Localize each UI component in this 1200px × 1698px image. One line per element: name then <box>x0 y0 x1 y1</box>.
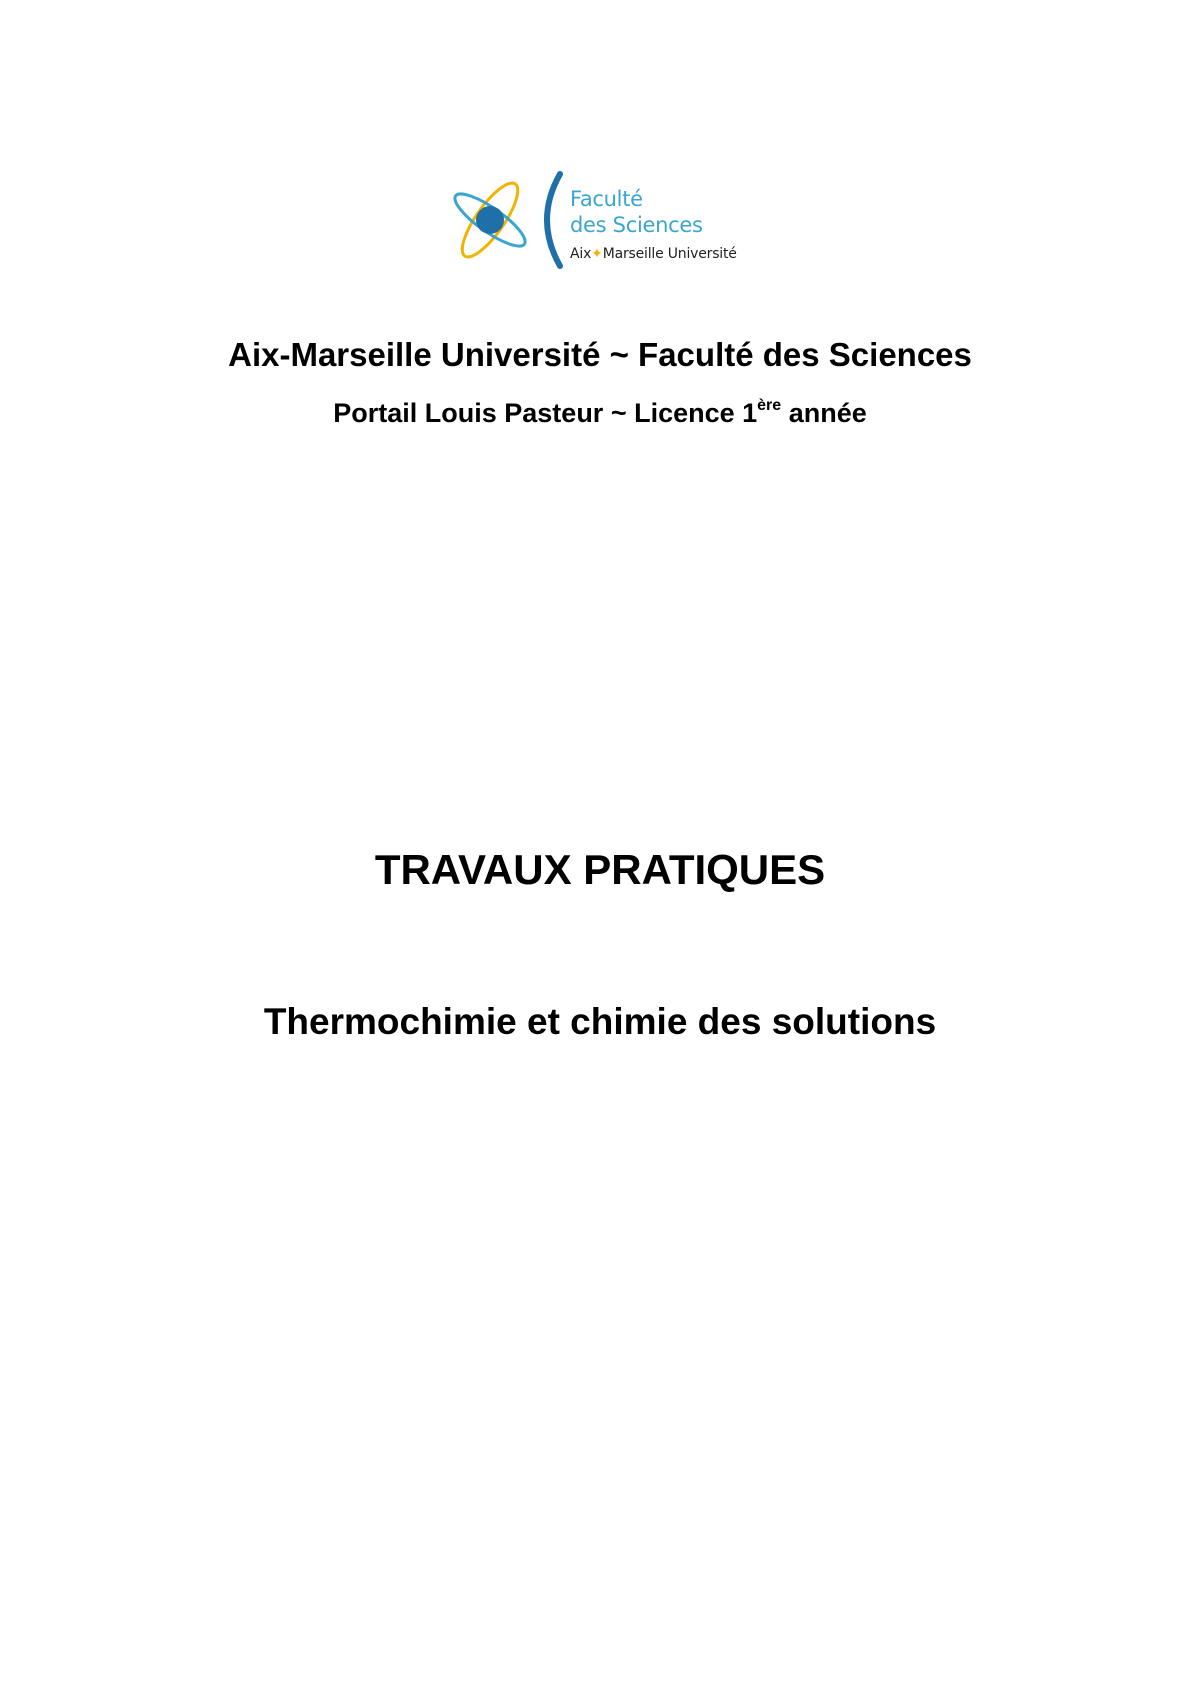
star-icon: ✦ <box>591 246 603 262</box>
logo-text <box>570 186 737 262</box>
logo-aix: Aix <box>570 246 592 262</box>
program-suffix: année <box>781 398 867 428</box>
document-subtitle: Thermochimie et chimie des solutions <box>263 1001 937 1042</box>
logo-marseille: Marseille Université <box>602 246 737 262</box>
program-superscript: ère <box>757 397 782 414</box>
logo-university <box>570 246 737 262</box>
program-prefix: Portail Louis Pasteur ~ Licence 1 <box>333 398 758 428</box>
atom-logo-icon <box>448 168 568 272</box>
logo-des-sciences: des Sciences <box>570 213 703 237</box>
institution-title: Aix-Marseille Université ~ Faculté des Sciences <box>228 336 972 373</box>
document-title: TRAVAUX PRATIQUES <box>374 846 826 893</box>
program-subtitle <box>0 396 1200 430</box>
logo-faculte: Faculté <box>570 187 643 211</box>
faculty-logo <box>448 168 748 272</box>
